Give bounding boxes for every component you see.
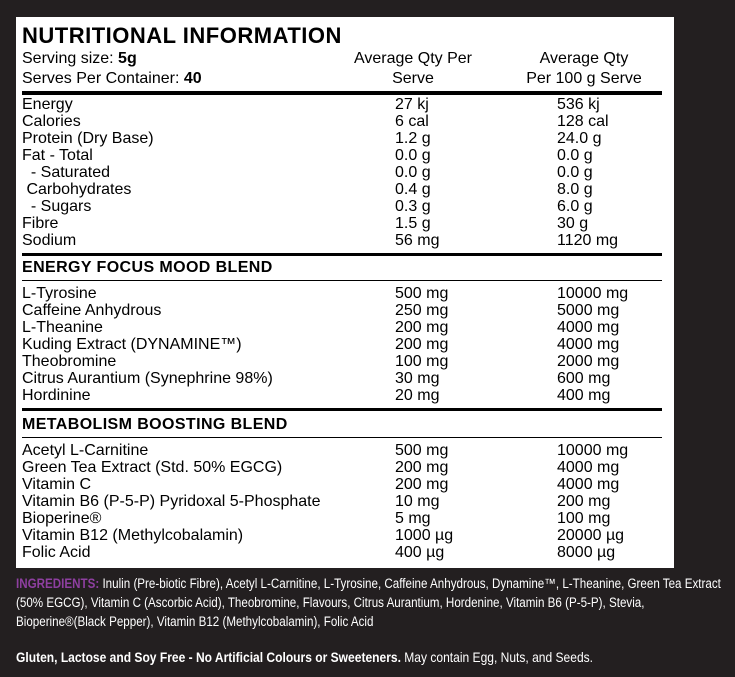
table-row: L-Tyrosine 500 mg 10000 mg	[22, 285, 629, 302]
table-row: Fibre 1.5 g 30 g	[22, 215, 589, 232]
table-row: Folic Acid 400 µg 8000 µg	[22, 544, 616, 561]
table-row: Acetyl L-Carnitine 500 mg 10000 mg	[22, 442, 629, 459]
table-row: Bioperine® 5 mg 100 mg	[22, 510, 611, 527]
table-row: Caffeine Anhydrous 250 mg 5000 mg	[22, 302, 620, 319]
table-row: Vitamin B12 (Methylcobalamin) 1000 µg 20000 µg	[22, 527, 625, 544]
may-contain-statement: May contain Egg, Nuts, and Seeds.	[400, 649, 594, 665]
serves-label: Serves Per Container:	[22, 70, 180, 87]
table-row: Theobromine 100 mg 2000 mg	[22, 353, 620, 370]
table-row: Sodium 56 mg 1120 mg	[22, 232, 619, 249]
col-per-100g-line1: Average Qty	[539, 50, 629, 67]
ingredients-text: Inulin (Pre-biotic Fibre), Acetyl L-Carnitine, L-Tyrosine, Caffeine Anhydrous, Dynamine™, L-Theanine, Green Tea Extract (50% EGCG), Vitamin C (Ascorbic Acid), Theobromine, Flavours, Citrus Aurantium, Hordenine, Vitamin B6 (P-5-P), Stevia, Bioperine®(Black Pepper), Vitamin B12 (Methylcobalamin), Folic Acid	[16, 576, 721, 629]
blend2-underline	[22, 437, 662, 438]
panel-title: NUTRITIONAL INFORMATION	[22, 23, 342, 48]
table-row: Fat - Total 0.0 g 0.0 g	[22, 147, 593, 164]
table-row: Kuding Extract (DYNAMINE™) 200 mg 4000 mg	[22, 336, 620, 353]
serving-size	[22, 49, 137, 69]
table-row: Carbohydrates 0.4 g 8.0 g	[22, 181, 593, 198]
table-row: Energy 27 kj 536 kj	[22, 96, 600, 113]
blend1-underline	[22, 280, 662, 281]
col-per-serve-line1: Average Qty Per	[354, 50, 472, 67]
table-row: - Saturated 0.0 g 0.0 g	[22, 164, 593, 181]
serves-per-container	[22, 69, 202, 89]
table-row: Hordinine 20 mg 400 mg	[22, 387, 611, 404]
col-per-100g-line2: Per 100 g Serve	[526, 70, 642, 87]
table-row: L-Theanine 200 mg 4000 mg	[22, 319, 620, 336]
table-row: Protein (Dry Base) 1.2 g 24.0 g	[22, 130, 602, 147]
nutrition-rows	[22, 96, 662, 249]
table-row: Citrus Aurantium (Synephrine 98%) 30 mg 600 mg	[22, 370, 611, 387]
serving-size-label: Serving size:	[22, 50, 114, 67]
nutrition-panel	[16, 17, 674, 568]
blend1-title: ENERGY FOCUS MOOD BLEND	[22, 259, 273, 276]
serves-value: 40	[183, 70, 202, 87]
table-row: Vitamin C 200 mg 4000 mg	[22, 476, 620, 493]
table-row: Vitamin B6 (P-5-P) Pyridoxal 5-Phosphate 10 mg 200 mg	[22, 493, 611, 510]
allergen-footer	[16, 648, 593, 666]
blend2-rows	[22, 442, 662, 561]
table-row: Green Tea Extract (Std. 50% EGCG) 200 mg 4000 mg	[22, 459, 620, 476]
col-per-serve-line2: Serve	[392, 70, 434, 87]
table-row: - Sugars 0.3 g 6.0 g	[22, 198, 593, 215]
header-divider	[22, 91, 662, 95]
section-divider-2	[22, 408, 662, 411]
section-divider-1	[22, 253, 662, 256]
allergen-free-statement: Gluten, Lactose and Soy Free - No Artificial Colours or Sweeteners.	[16, 649, 401, 665]
table-row: Calories 6 cal 128 cal	[22, 113, 609, 130]
ingredients-list	[16, 574, 726, 631]
blend1-rows	[22, 285, 662, 404]
ingredients-label: INGREDIENTS:	[16, 576, 100, 591]
blend2-title: METABOLISM BOOSTING BLEND	[22, 416, 288, 433]
serving-size-value: 5g	[118, 50, 137, 67]
